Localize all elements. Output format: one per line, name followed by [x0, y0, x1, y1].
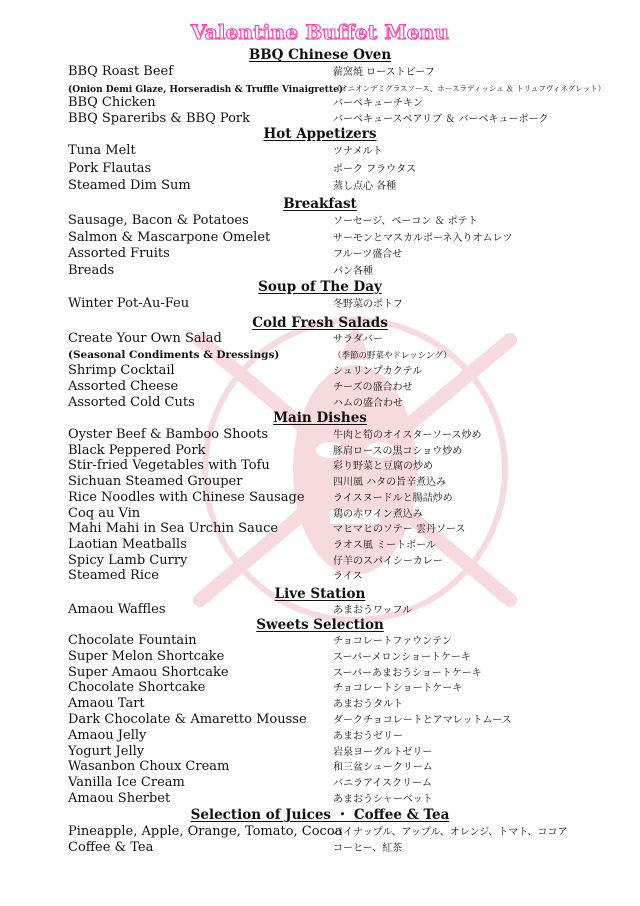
menu-item-name: Coffee & Tea	[68, 840, 154, 855]
menu-item-japanese: ライスヌードルと腸詰炒め	[333, 492, 453, 504]
menu-item-name: Amaou Waffles	[68, 602, 166, 617]
menu-item-japanese: あまおうシャーベット	[333, 794, 433, 805]
menu-item-japanese: （オニオンデミグラスソース、ホースラディッシュ ＆ トリュフヴィネグレット）	[333, 83, 606, 93]
menu-item-japanese: 鶏の赤ワイン煮込み	[333, 508, 423, 520]
section-heading: BBQ Chinese Oven	[248, 47, 392, 63]
section-heading: Live Station	[274, 586, 366, 602]
menu-item-japanese: スーパーメロンショートケーキ	[333, 651, 471, 663]
menu-item-name: Coq au Vin	[68, 505, 141, 521]
menu-item-japanese: バニラアイスクリーム	[333, 778, 432, 790]
menu-item-japanese: 彩り野菜と豆腐の炒め	[333, 461, 433, 473]
menu-item-name: Salmon & Mascarpone Omelet	[68, 229, 271, 245]
section-heading: Selection of Juices ・ Coffee & Tea	[190, 807, 450, 823]
menu-item-name: Breads	[68, 262, 115, 278]
menu-item-japanese: スーパーあまおうショートケーキ	[333, 667, 482, 679]
menu-item-name: Black Peppered Pork	[68, 442, 206, 458]
menu-item-name: BBQ Chicken	[68, 95, 156, 110]
menu-item-japanese: ダークチョコレートとアマレットムース	[333, 715, 512, 726]
menu-item-name: Spicy Lamb Curry	[68, 552, 188, 568]
menu-item-name: Laotian Meatballs	[68, 536, 187, 552]
menu-item-japanese: あまおうタルト	[333, 699, 403, 711]
menu-item-japanese: パン各種	[333, 265, 373, 277]
section-heading: Breakfast	[283, 196, 357, 212]
menu-item-japanese: 牛肉と筍のオイスターソース炒め	[333, 430, 482, 441]
menu-item-name: BBQ Spareribs & BBQ Pork	[68, 110, 251, 126]
menu-item-name: Assorted Cheese	[68, 379, 179, 394]
menu-item-japanese: 冬野菜のポトフ	[333, 299, 403, 310]
menu-item-name: Yogurt Jelly	[68, 743, 145, 759]
menu-item-japanese: サラダバー	[333, 334, 383, 345]
menu-item-japanese: 岩泉ヨーグルトゼリー	[333, 746, 433, 758]
menu-item-name: Chocolate Shortcake	[68, 680, 206, 696]
menu-item-name: Amaou Sherbet	[68, 791, 171, 806]
menu-item-japanese: バーベキュースペアリブ ＆ バーベキューポーク	[333, 113, 549, 125]
section-heading: Sweets Selection	[256, 617, 384, 633]
menu-item-japanese: ラオス風 ミートボール	[333, 539, 436, 551]
menu-item-name: Sausage, Bacon & Potatoes	[68, 213, 249, 228]
menu-item-name: Stir-fried Vegetables with Tofu	[68, 458, 270, 474]
menu-item-japanese: 四川風 ハタの旨辛煮込み	[333, 477, 447, 489]
menu-item-name: Tuna Melt	[68, 143, 136, 158]
menu-item-japanese: バーベキューチキン	[333, 98, 423, 109]
menu-item-japanese: 仔羊のスパイシーカレー	[333, 555, 443, 567]
menu-item-japanese: 薪窯焼 ローストビーフ	[333, 67, 435, 78]
menu-item-name: Super Melon Shortcake	[68, 648, 225, 664]
section-heading: Soup of The Day	[258, 279, 382, 295]
menu-item-name: Create Your Own Salad	[68, 331, 222, 346]
menu-item-japanese: マヒマヒのソテー 雲丹ソース	[333, 524, 466, 536]
menu-item-japanese: ライス	[333, 571, 363, 583]
menu-item-name: Steamed Rice	[68, 568, 159, 584]
menu-item-japanese: シュリンプカクテル	[333, 366, 423, 377]
menu-item-name: Pineapple, Apple, Orange, Tomato, Cocoa	[68, 824, 343, 839]
menu-item-name: Steamed Dim Sum	[68, 178, 191, 193]
menu-item-japanese: チーズの盛合わせ	[333, 382, 413, 393]
menu-item-name: Vanilla Ice Cream	[68, 775, 185, 791]
menu-item-japanese: 和三盆シュークリーム	[333, 762, 433, 774]
menu-item-japanese: あまおうワッフル	[333, 605, 413, 616]
menu-item-name: Super Amaou Shortcake	[68, 664, 229, 680]
section-heading: Main Dishes	[273, 410, 367, 426]
menu-item-japanese: 豚肩ロースの黒コショウ炒め	[333, 445, 463, 457]
menu-item-japanese: （季節の野菜やドレッシング）	[333, 351, 452, 361]
menu-item-japanese: 蒸し点心 各種	[333, 181, 397, 192]
menu-item-japanese: フルーツ盛合せ	[333, 249, 403, 260]
menu-item-japanese: サーモンとマスカルポーネ入りオムレツ	[333, 232, 513, 244]
menu-item-name: Oyster Beef & Bamboo Shoots	[68, 427, 269, 442]
menu-item-japanese: ソーセージ、ベーコン ＆ ポテト	[333, 216, 478, 227]
menu-item-name: Winter Pot-Au-Feu	[68, 296, 190, 311]
menu-item-name: BBQ Roast Beef	[68, 64, 174, 79]
menu-item-name: Chocolate Fountain	[68, 633, 197, 648]
menu-item-name: Pork Flautas	[68, 160, 152, 176]
menu-item-name: Rice Noodles with Chinese Sausage	[68, 489, 305, 505]
section-heading: Cold Fresh Salads	[252, 315, 388, 331]
menu-item-name: Mahi Mahi in Sea Urchin Sauce	[68, 521, 279, 537]
menu-item-japanese: あまおうゼリー	[333, 730, 403, 742]
menu-item-japanese: ハムの盛合わせ	[333, 398, 403, 409]
menu-item-japanese: チョコレートファウンテン	[333, 636, 452, 647]
menu-item-name: Amaou Jelly	[68, 727, 147, 743]
menu-item-name: (Seasonal Condiments & Dressings)	[68, 349, 280, 361]
menu-item-name: Assorted Fruits	[68, 246, 170, 261]
menu-item-name: Wasanbon Choux Cream	[68, 759, 230, 775]
menu-item-japanese: ツナメルト	[333, 146, 383, 157]
menu-item-name: Dark Chocolate & Amaretto Mousse	[68, 712, 307, 727]
menu-item-name: Amaou Tart	[68, 696, 145, 712]
menu-item-japanese: コーヒー、紅茶	[333, 843, 403, 854]
menu-title: Valentine Buffet Menu	[190, 20, 450, 44]
menu-item-name: Sichuan Steamed Grouper	[68, 474, 243, 490]
menu-item-name: Assorted Cold Cuts	[68, 395, 195, 410]
menu-item-name: (Onion Demi Glaze, Horseradish & Truffle Vinaigrette)	[68, 84, 344, 95]
menu-item-japanese: チョコレートショートケーキ	[333, 683, 463, 695]
menu-item-japanese: パイナップル、アップル、オレンジ、トマト、ココア	[333, 827, 568, 838]
menu-item-name: Shrimp Cocktail	[68, 363, 175, 378]
menu-item-japanese: ポーク フラウタス	[333, 163, 417, 175]
section-heading: Hot Appetizers	[263, 126, 377, 142]
